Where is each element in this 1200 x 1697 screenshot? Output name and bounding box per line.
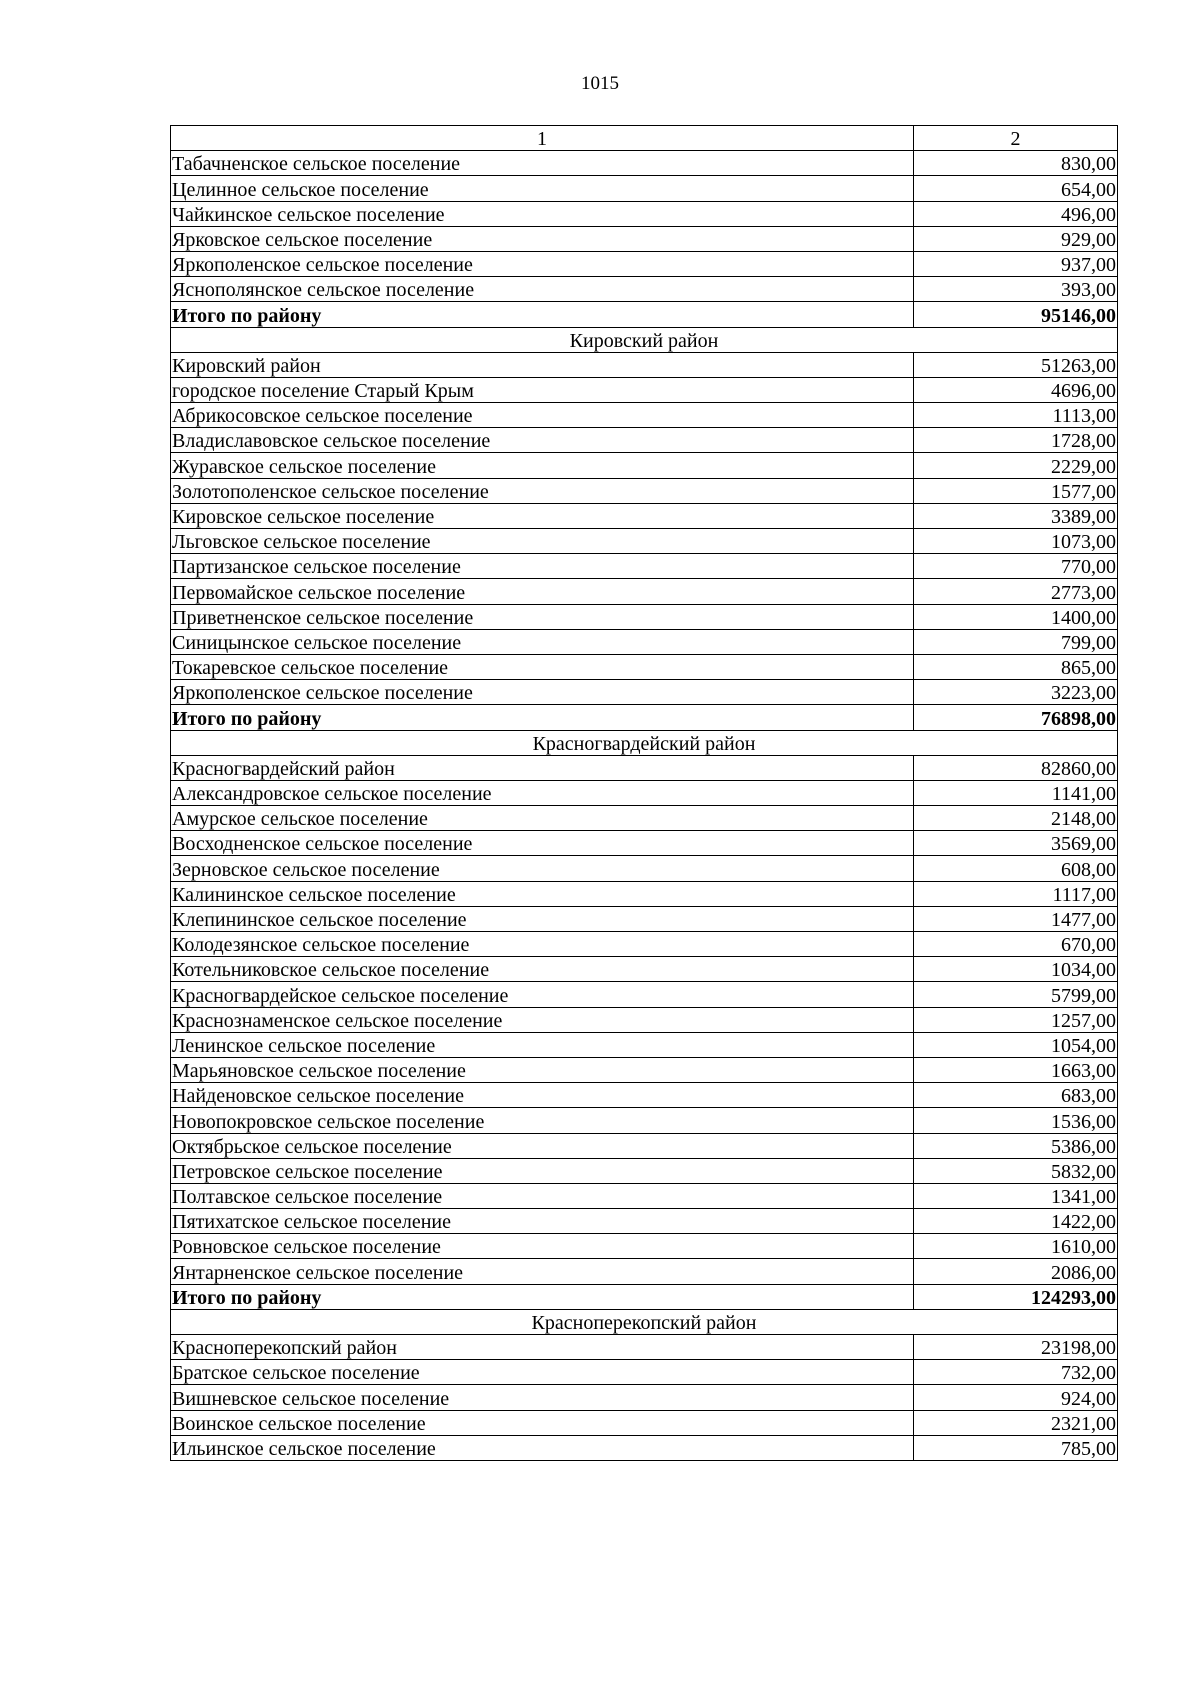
amount-value: 2086,00 (914, 1259, 1118, 1284)
amount-value: 608,00 (914, 856, 1118, 881)
amount-value: 732,00 (914, 1360, 1118, 1385)
amount-value: 1034,00 (914, 957, 1118, 982)
table-row (171, 856, 1118, 881)
page-number: 1015 (581, 73, 619, 94)
settlement-name: Октябрьское сельское поселение (171, 1133, 914, 1158)
settlement-name: Амурское сельское поселение (171, 806, 914, 831)
total-label: Итого по району (171, 302, 914, 327)
amount-value: 1117,00 (914, 881, 1118, 906)
data-table (170, 125, 1118, 1461)
amount-value: 1341,00 (914, 1183, 1118, 1208)
amount-value: 1113,00 (914, 403, 1118, 428)
amount-value: 1422,00 (914, 1209, 1118, 1234)
settlement-name: городское поселение Старый Крым (171, 377, 914, 402)
settlement-name: Котельниковское сельское поселение (171, 957, 914, 982)
table-row (171, 1209, 1118, 1234)
settlement-name: Яркополенское сельское поселение (171, 680, 914, 705)
amount-value: 1577,00 (914, 478, 1118, 503)
table-row (171, 1083, 1118, 1108)
amount-value: 937,00 (914, 251, 1118, 276)
section-header-row (171, 327, 1118, 352)
amount-value: 4696,00 (914, 377, 1118, 402)
settlement-name: Марьяновское сельское поселение (171, 1057, 914, 1082)
table-header-row (171, 126, 1118, 151)
amount-value: 1610,00 (914, 1234, 1118, 1259)
amount-value: 2773,00 (914, 579, 1118, 604)
header-col-1: 1 (171, 126, 914, 151)
amount-value: 5799,00 (914, 982, 1118, 1007)
amount-value: 670,00 (914, 932, 1118, 957)
total-value: 95146,00 (914, 302, 1118, 327)
section-header-row (171, 1309, 1118, 1334)
settlement-name: Калининское сельское поселение (171, 881, 914, 906)
table-row (171, 226, 1118, 251)
total-row (171, 1284, 1118, 1309)
amount-value: 785,00 (914, 1435, 1118, 1460)
table-row (171, 831, 1118, 856)
settlement-name: Пятихатское сельское поселение (171, 1209, 914, 1234)
settlement-name: Ильинское сельское поселение (171, 1435, 914, 1460)
table-row (171, 1385, 1118, 1410)
amount-value: 2321,00 (914, 1410, 1118, 1435)
amount-value: 2148,00 (914, 806, 1118, 831)
table-row (171, 277, 1118, 302)
table-row (171, 629, 1118, 654)
settlement-name: Льговское сельское поселение (171, 529, 914, 554)
settlement-name: Первомайское сельское поселение (171, 579, 914, 604)
settlement-name: Ровновское сельское поселение (171, 1234, 914, 1259)
settlement-name: Абрикосовское сельское поселение (171, 403, 914, 428)
table-row (171, 377, 1118, 402)
settlement-name: Красноперекопский район (171, 1335, 914, 1360)
table-row (171, 957, 1118, 982)
amount-value: 496,00 (914, 201, 1118, 226)
amount-value: 3569,00 (914, 831, 1118, 856)
total-row (171, 705, 1118, 730)
table-row (171, 176, 1118, 201)
amount-value: 924,00 (914, 1385, 1118, 1410)
table-row (171, 579, 1118, 604)
table-row (171, 881, 1118, 906)
settlement-name: Приветненское сельское поселение (171, 604, 914, 629)
table-row (171, 428, 1118, 453)
settlement-name: Яркополенское сельское поселение (171, 251, 914, 276)
amount-value: 393,00 (914, 277, 1118, 302)
amount-value: 1257,00 (914, 1007, 1118, 1032)
table-row (171, 1057, 1118, 1082)
settlement-name: Чайкинское сельское поселение (171, 201, 914, 226)
table-row (171, 478, 1118, 503)
table-row (171, 1410, 1118, 1435)
amount-value: 1728,00 (914, 428, 1118, 453)
settlement-name: Краснознаменское сельское поселение (171, 1007, 914, 1032)
amount-value: 799,00 (914, 629, 1118, 654)
settlement-name: Колодезянское сельское поселение (171, 932, 914, 957)
settlement-name: Новопокровское сельское поселение (171, 1108, 914, 1133)
settlement-name: Кировский район (171, 352, 914, 377)
table-row (171, 1183, 1118, 1208)
amount-value: 1400,00 (914, 604, 1118, 629)
table-row (171, 1435, 1118, 1460)
table-row (171, 780, 1118, 805)
table-row (171, 806, 1118, 831)
table-row (171, 251, 1118, 276)
amount-value: 1536,00 (914, 1108, 1118, 1133)
settlement-name: Александровское сельское поселение (171, 780, 914, 805)
amount-value: 654,00 (914, 176, 1118, 201)
settlement-name: Журавское сельское поселение (171, 453, 914, 478)
table-row (171, 403, 1118, 428)
settlement-name: Партизанское сельское поселение (171, 554, 914, 579)
amount-value: 2229,00 (914, 453, 1118, 478)
total-value: 76898,00 (914, 705, 1118, 730)
table-row (171, 1108, 1118, 1133)
section-title: Кировский район (171, 327, 1118, 352)
table-row (171, 755, 1118, 780)
settlement-name: Братское сельское поселение (171, 1360, 914, 1385)
table-row (171, 503, 1118, 528)
amount-value: 1141,00 (914, 780, 1118, 805)
table-row (171, 1335, 1118, 1360)
table-row (171, 1133, 1118, 1158)
total-value: 124293,00 (914, 1284, 1118, 1309)
table-row (171, 1259, 1118, 1284)
table-row (171, 1007, 1118, 1032)
section-title: Красноперекопский район (171, 1309, 1118, 1334)
settlement-name: Владиславовское сельское поселение (171, 428, 914, 453)
amount-value: 51263,00 (914, 352, 1118, 377)
amount-value: 5386,00 (914, 1133, 1118, 1158)
settlement-name: Зерновское сельское поселение (171, 856, 914, 881)
settlement-name: Ленинское сельское поселение (171, 1032, 914, 1057)
table-row (171, 1360, 1118, 1385)
total-row (171, 302, 1118, 327)
amount-value: 82860,00 (914, 755, 1118, 780)
amount-value: 1663,00 (914, 1057, 1118, 1082)
settlement-name: Токаревское сельское поселение (171, 654, 914, 679)
table-row (171, 151, 1118, 176)
settlement-name: Клепининское сельское поселение (171, 906, 914, 931)
table-row (171, 554, 1118, 579)
settlement-name: Восходненское сельское поселение (171, 831, 914, 856)
settlement-name: Синицынское сельское поселение (171, 629, 914, 654)
settlement-name: Полтавское сельское поселение (171, 1183, 914, 1208)
header-col-2: 2 (914, 126, 1118, 151)
total-label: Итого по району (171, 705, 914, 730)
table-row (171, 201, 1118, 226)
settlement-name: Яснополянское сельское поселение (171, 277, 914, 302)
amount-value: 23198,00 (914, 1335, 1118, 1360)
settlement-name: Кировское сельское поселение (171, 503, 914, 528)
table-body (171, 126, 1118, 1461)
table-row (171, 906, 1118, 931)
settlement-name: Золотополенское сельское поселение (171, 478, 914, 503)
settlement-name: Воинское сельское поселение (171, 1410, 914, 1435)
table-row (171, 1032, 1118, 1057)
amount-value: 830,00 (914, 151, 1118, 176)
settlement-name: Вишневское сельское поселение (171, 1385, 914, 1410)
amount-value: 3223,00 (914, 680, 1118, 705)
table-row (171, 654, 1118, 679)
table-row (171, 529, 1118, 554)
amount-value: 1054,00 (914, 1032, 1118, 1057)
table-row (171, 352, 1118, 377)
table-row (171, 932, 1118, 957)
amount-value: 1073,00 (914, 529, 1118, 554)
settlement-name: Красногвардейское сельское поселение (171, 982, 914, 1007)
amount-value: 865,00 (914, 654, 1118, 679)
settlement-name: Табачненское сельское поселение (171, 151, 914, 176)
amount-value: 683,00 (914, 1083, 1118, 1108)
settlement-name: Красногвардейский район (171, 755, 914, 780)
amount-value: 5832,00 (914, 1158, 1118, 1183)
table-row (171, 1158, 1118, 1183)
section-title: Красногвардейский район (171, 730, 1118, 755)
amount-value: 1477,00 (914, 906, 1118, 931)
table-row (171, 604, 1118, 629)
settlement-name: Найденовское сельское поселение (171, 1083, 914, 1108)
settlement-name: Петровское сельское поселение (171, 1158, 914, 1183)
amount-value: 770,00 (914, 554, 1118, 579)
section-header-row (171, 730, 1118, 755)
table-row (171, 453, 1118, 478)
settlement-name: Ярковское сельское поселение (171, 226, 914, 251)
table-row (171, 982, 1118, 1007)
settlement-name: Целинное сельское поселение (171, 176, 914, 201)
total-label: Итого по району (171, 1284, 914, 1309)
amount-value: 929,00 (914, 226, 1118, 251)
table-row (171, 1234, 1118, 1259)
settlement-name: Янтарненское сельское поселение (171, 1259, 914, 1284)
amount-value: 3389,00 (914, 503, 1118, 528)
table-row (171, 680, 1118, 705)
